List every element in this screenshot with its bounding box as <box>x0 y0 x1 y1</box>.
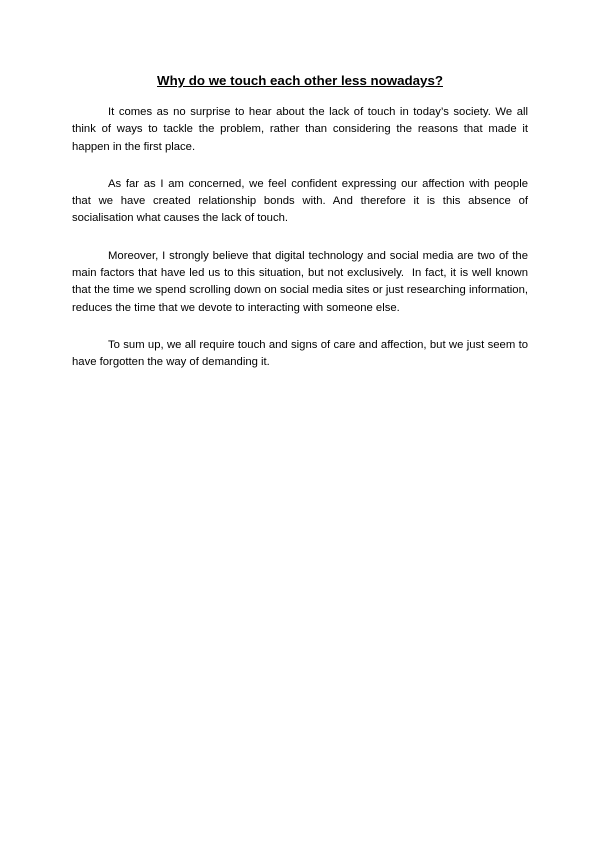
paragraph-opinion: As far as I am concerned, we feel confident expressing our affection with people that we have created relationship bonds with. And therefore it is this absence of socialisation what causes the lack of touch. <box>72 177 532 225</box>
document-title: Why do we touch each other less nowadays? <box>157 73 443 88</box>
paragraph-introduction: It comes as no surprise to hear about the lack of touch in today’s society. We all think of ways to tackle the problem, rather than considering the reasons that made it happen in the first place. <box>72 106 532 153</box>
paragraph-conclusion: To sum up, we all require touch and signs of care and affection, but we just seem to have forgotten the way of demanding it. <box>72 338 532 369</box>
document-body <box>72 104 532 392</box>
paragraph-argument: Moreover, I strongly believe that digital technology and social media are two of the main factors that have led us to this situation, but not exclusively. In fact, it is well known that the time we spend scrolling down on social media sites or just researching information, reduces the time that we devote to interacting with someone else. <box>72 249 532 314</box>
